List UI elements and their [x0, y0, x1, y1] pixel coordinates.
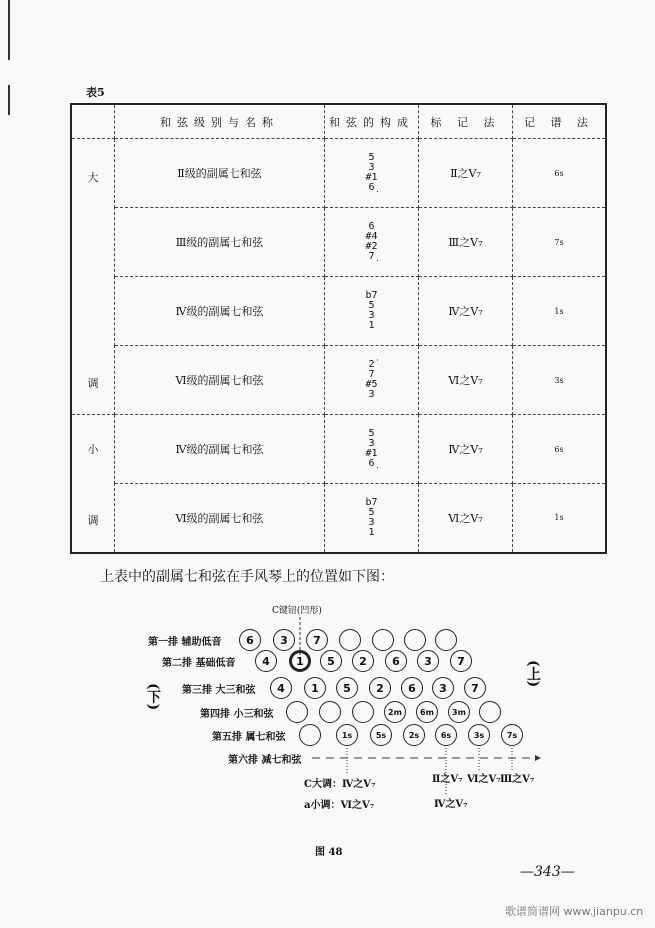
- chord-composition: [325, 415, 419, 484]
- bass-button: 2m: [384, 701, 406, 723]
- composition-note: b7: [365, 496, 378, 508]
- bass-button: [435, 629, 457, 651]
- bass-button: 3: [417, 650, 439, 672]
- composition-note: 5: [368, 506, 375, 518]
- bass-button: 5: [320, 650, 342, 672]
- composition-note: 6̣: [368, 182, 375, 193]
- header-empty: [71, 104, 115, 139]
- bass-button: 3: [273, 629, 295, 651]
- minor-key-cell: [71, 415, 115, 553]
- header-notation: 标 记 法: [419, 104, 513, 139]
- bass-button: 1s: [336, 724, 358, 746]
- header-score: 记 谱 法: [513, 104, 607, 139]
- composition-note: 3: [368, 310, 375, 321]
- chord-score: 6s: [513, 415, 607, 484]
- chord-composition: [325, 346, 419, 415]
- bass-button: 5s: [370, 724, 392, 746]
- bass-button: [319, 701, 341, 723]
- table-row: [71, 139, 606, 208]
- composition-note: #4: [365, 231, 378, 242]
- composition-note: 5: [368, 300, 375, 311]
- bass-button: 5: [336, 677, 358, 699]
- note-iv: Ⅳ之V₇: [434, 799, 468, 810]
- bass-button: 7: [464, 677, 486, 699]
- composition-note: #1: [365, 172, 378, 183]
- composition-note: 3: [368, 438, 375, 449]
- bass-button: 7: [450, 650, 472, 672]
- note-a-minor: a小调：Ⅵ之V₇: [304, 800, 375, 811]
- side-up-label: (上): [525, 660, 541, 688]
- chord-name: Ⅲ级的副属七和弦: [115, 208, 325, 277]
- bass-button: 2: [352, 650, 374, 672]
- chord-table: [70, 103, 607, 554]
- row-label: 第一排 辅助低音: [148, 637, 222, 648]
- composition-note: 1: [368, 526, 375, 538]
- table-row: [71, 208, 606, 277]
- table-row: [71, 415, 606, 484]
- note-vi: Ⅵ之V₇: [467, 774, 501, 785]
- composition-note: 7: [368, 369, 375, 380]
- chord-name: Ⅳ级的副属七和弦: [115, 277, 325, 346]
- composition-note: b7: [365, 290, 378, 301]
- bass-button: 6: [239, 629, 261, 651]
- page-number: —343—: [520, 864, 575, 880]
- bass-button: [404, 629, 426, 651]
- row-label: 第五排 属七和弦: [212, 732, 286, 743]
- bass-button: 4: [255, 650, 277, 672]
- bass-button: 3: [432, 677, 454, 699]
- chord-score: 6s: [513, 139, 607, 208]
- chord-composition: [325, 277, 419, 346]
- composition-note: 5: [368, 152, 375, 163]
- chord-notation: Ⅵ之V₇: [419, 346, 513, 415]
- table-row: [71, 346, 606, 415]
- chord-notation: Ⅳ之V₇: [419, 415, 513, 484]
- major-char: 大: [87, 171, 99, 184]
- chord-score: 1s: [513, 484, 607, 553]
- chord-composition: [325, 208, 419, 277]
- bass-button: [479, 701, 501, 723]
- major-key-cell: [71, 139, 115, 415]
- bass-button: 3m: [448, 701, 470, 723]
- bass-button: 2: [369, 677, 391, 699]
- bass-button: 6: [401, 677, 423, 699]
- bass-button: [286, 701, 308, 723]
- composition-note: 3: [368, 162, 375, 173]
- composition-note: 2̇: [368, 359, 375, 370]
- chord-name: Ⅳ级的副属七和弦: [115, 415, 325, 484]
- bass-button: 1: [289, 650, 311, 672]
- minor-char: 小: [87, 443, 99, 456]
- bass-button: 4: [270, 677, 292, 699]
- table-row: [71, 277, 606, 346]
- bass-button: 7s: [501, 724, 523, 746]
- table-row: [71, 484, 606, 553]
- bass-button: 6m: [416, 701, 438, 723]
- composition-note: #1: [365, 448, 378, 459]
- c-button-label: C键钮(凹形): [272, 606, 322, 616]
- chord-name: Ⅵ级的副属七和弦: [115, 484, 325, 553]
- chord-notation: Ⅵ之V₇: [419, 484, 513, 553]
- row-label: 第四排 小三和弦: [200, 709, 274, 720]
- bass-button: 1: [304, 677, 326, 699]
- composition-note: 1: [368, 320, 375, 331]
- composition-note: 7̣: [368, 251, 375, 262]
- scan-edge: [8, 0, 10, 60]
- bass-button: [352, 701, 374, 723]
- header-composition: 和弦的构成: [325, 104, 419, 139]
- bass-button: [299, 724, 321, 746]
- accordion-bass-diagram: [0, 595, 655, 825]
- figure-label: 图 48: [315, 847, 343, 858]
- composition-note: 3: [368, 389, 375, 400]
- note-ii: Ⅱ之V₇: [432, 774, 463, 785]
- composition-note: #2: [365, 241, 378, 252]
- chord-score: 7s: [513, 208, 607, 277]
- chord-notation: Ⅲ之V₇: [419, 208, 513, 277]
- bass-button: [339, 629, 361, 651]
- composition-note: 3: [368, 516, 375, 528]
- table-label: 表5: [86, 86, 105, 99]
- caption: 上表中的副属七和弦在手风琴上的位置如下图：: [100, 569, 394, 585]
- chord-notation: Ⅱ之V₇: [419, 139, 513, 208]
- scan-edge: [8, 85, 10, 115]
- watermark: 歌谱简谱网 www.jianpu.cn: [505, 905, 644, 918]
- chord-score: 3s: [513, 346, 607, 415]
- chord-composition: [325, 484, 419, 553]
- bass-button: 2s: [403, 724, 425, 746]
- row-label: 第六排 减七和弦: [228, 755, 302, 766]
- header-name: 和弦级别与名称: [115, 104, 325, 139]
- chord-name: Ⅱ级的副属七和弦: [115, 139, 325, 208]
- bass-button: 6s: [435, 724, 457, 746]
- composition-note: 5: [368, 428, 375, 439]
- row-label: 第二排 基础低音: [162, 658, 236, 669]
- chord-name: Ⅵ级的副属七和弦: [115, 346, 325, 415]
- chord-notation: Ⅳ之V₇: [419, 277, 513, 346]
- side-down-label: (下): [145, 683, 161, 711]
- composition-note: 6: [368, 221, 375, 232]
- composition-note: #5: [365, 379, 378, 390]
- chord-composition: [325, 139, 419, 208]
- note-c-major: C大调：Ⅳ之V₇: [304, 779, 376, 790]
- bass-button: 7: [306, 629, 328, 651]
- key-char: 调: [87, 514, 99, 527]
- bass-button: 3s: [468, 724, 490, 746]
- bass-button: 6: [385, 650, 407, 672]
- composition-note: 6̣: [368, 458, 375, 469]
- bass-button: [372, 629, 394, 651]
- note-iii: Ⅲ之V₇: [500, 774, 535, 785]
- row-label: 第三排 大三和弦: [182, 685, 256, 696]
- chord-score: 1s: [513, 277, 607, 346]
- key-char: 调: [87, 377, 99, 390]
